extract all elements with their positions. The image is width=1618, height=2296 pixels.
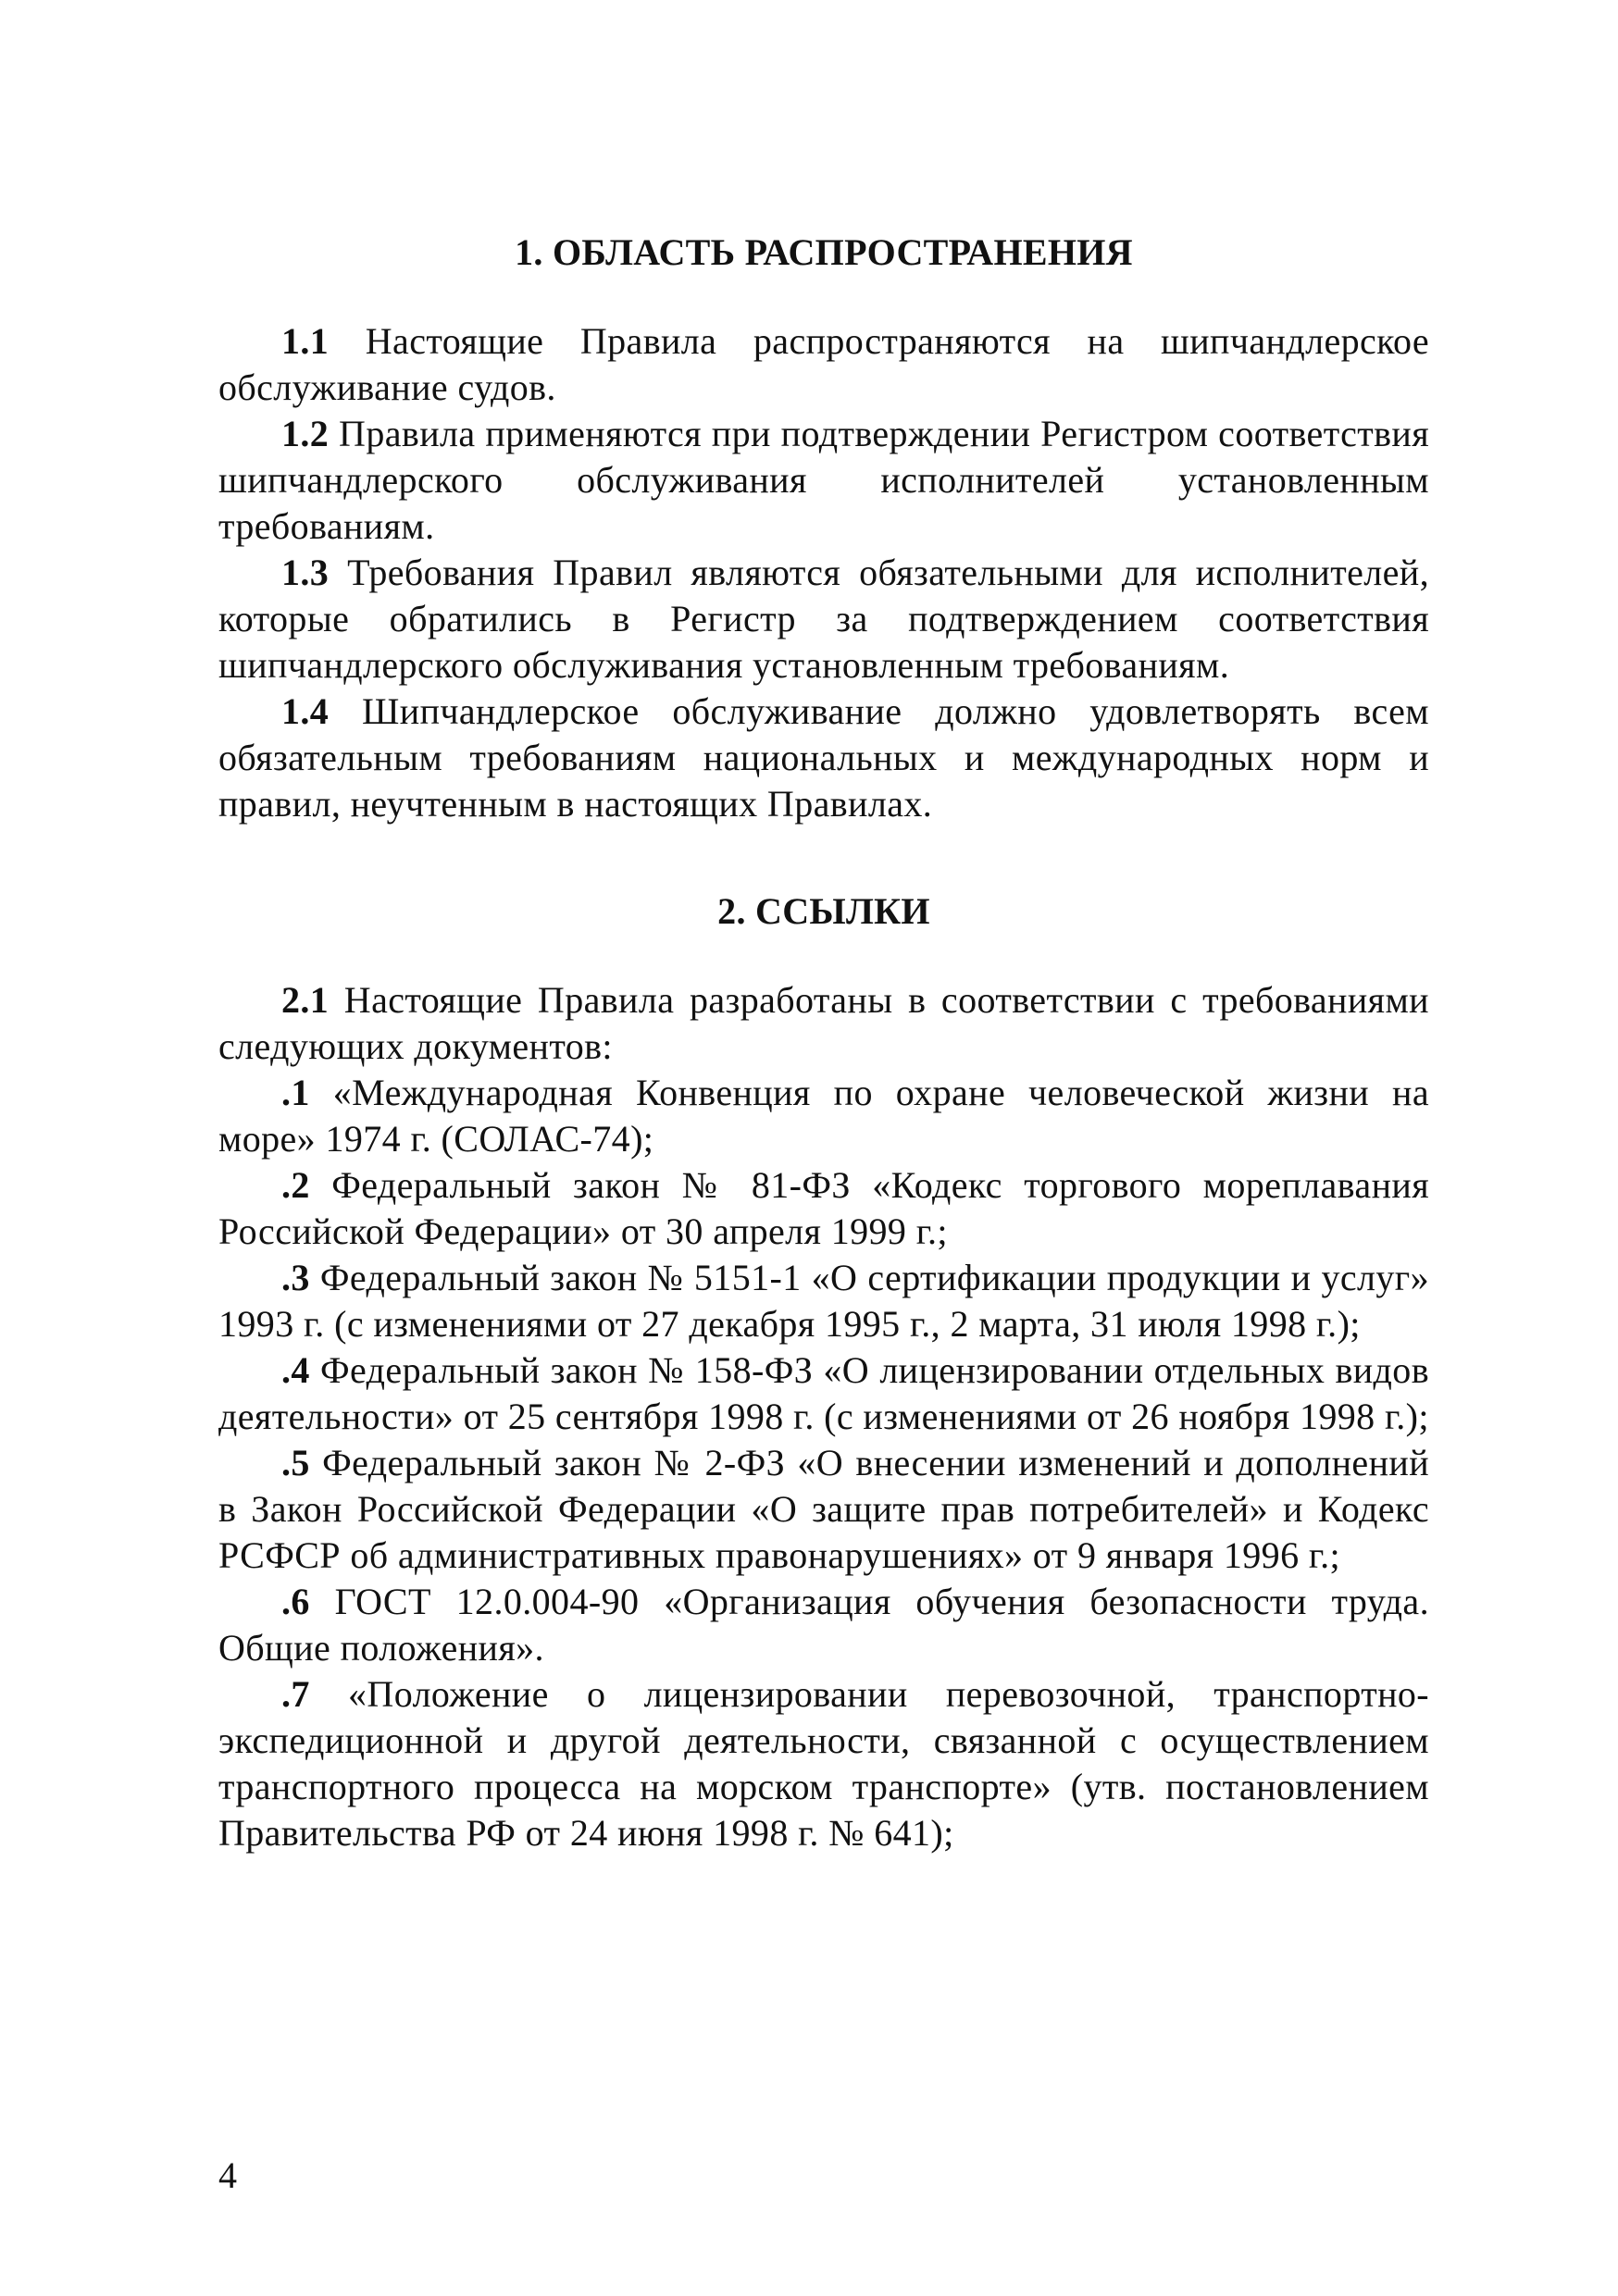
reference-number: .2	[281, 1164, 310, 1206]
reference-item-1	[218, 1070, 1429, 1162]
section-title-scope: 1. ОБЛАСТЬ РАСПРОСТРАНЕНИЯ	[515, 231, 1133, 273]
reference-item-6	[218, 1579, 1429, 1671]
document-page	[218, 0, 1429, 2296]
reference-item-2	[218, 1162, 1429, 1255]
paragraph-number: 1.1	[281, 320, 330, 362]
reference-item-5	[218, 1440, 1429, 1579]
paragraph-number: 2.1	[281, 979, 330, 1021]
reference-text: Федеральный закон № 2-ФЗ «О внесении изменений и дополнений в Закон Российской Федерации «О защите прав потребителей» и Кодекс РСФСР об административных правонарушениях» от 9 января 1996 г.;	[218, 1442, 1429, 1576]
paragraph-1-2	[218, 411, 1429, 550]
reference-text: «Международная Конвенция по охране человеческой жизни на море» 1974 г. (СОЛАС-74);	[218, 1072, 1429, 1160]
reference-number: .7	[281, 1673, 310, 1715]
section-references-body	[218, 977, 1429, 1856]
reference-text: «Положение о лицензировании перевозочной, транспортно-экспедиционной и другой деятельности, связанной с осуществлением транспортного процесса на морском транспорте» (утв. постановлением Правительства РФ от 24 июня 1998 г. № 641);	[218, 1673, 1429, 1854]
reference-number: .1	[281, 1072, 310, 1113]
paragraph-1-4	[218, 689, 1429, 827]
paragraph-number: 1.3	[281, 552, 330, 593]
section-scope-body	[218, 318, 1429, 827]
reference-item-4	[218, 1347, 1429, 1440]
paragraph-text: Настоящие Правила разработаны в соответствии с требованиями следующих документов:	[218, 979, 1429, 1067]
reference-item-7	[218, 1671, 1429, 1856]
reference-text: ГОСТ 12.0.004-90 «Организация обучения безопасности труда. Общие положения».	[218, 1581, 1429, 1669]
reference-item-3	[218, 1255, 1429, 1347]
paragraph-number: 1.2	[281, 413, 330, 454]
paragraph-text: Шипчандлерское обслуживание должно удовлетворять всем обязательным требованиям национальных и международных норм и правил, неучтенным в настоящих Правилах.	[218, 690, 1429, 825]
reference-text: Федеральный закон № 158-ФЗ «О лицензировании отдельных видов деятельности» от 25 сентября 1998 г. (с изменениями от 26 ноября 1998 г.);	[218, 1349, 1429, 1437]
paragraph-1-3	[218, 550, 1429, 689]
reference-number: .6	[281, 1581, 310, 1622]
paragraph-text: Настоящие Правила распространяются на шипчандлерское обслуживание судов.	[218, 320, 1429, 408]
paragraph-2-1	[218, 977, 1429, 1070]
paragraph-number: 1.4	[281, 690, 330, 732]
paragraph-1-1	[218, 318, 1429, 411]
section-title-references: 2. ССЫЛКИ	[717, 890, 930, 932]
paragraph-text: Правила применяются при подтверждении Регистром соответствия шипчандлерского обслуживания исполнителей установленным требованиям.	[218, 413, 1429, 547]
reference-text: Федеральный закон № 5151-1 «О сертификации продукции и услуг» 1993 г. (с изменениями от 27 декабря 1995 г., 2 марта, 31 июля 1998 г.);	[218, 1257, 1429, 1345]
reference-number: .3	[281, 1257, 310, 1298]
paragraph-text: Требования Правил являются обязательными для исполнителей, которые обратились в Регистр за подтверждением соответствия шипчандлерского обслуживания установленным требованиям.	[218, 552, 1429, 686]
page-number: 4	[218, 2154, 237, 2196]
reference-text: Федеральный закон № 81-ФЗ «Кодекс торгового мореплавания Российской Федерации» от 30 апреля 1999 г.;	[218, 1164, 1429, 1252]
reference-number: .4	[281, 1349, 310, 1391]
reference-number: .5	[281, 1442, 310, 1483]
